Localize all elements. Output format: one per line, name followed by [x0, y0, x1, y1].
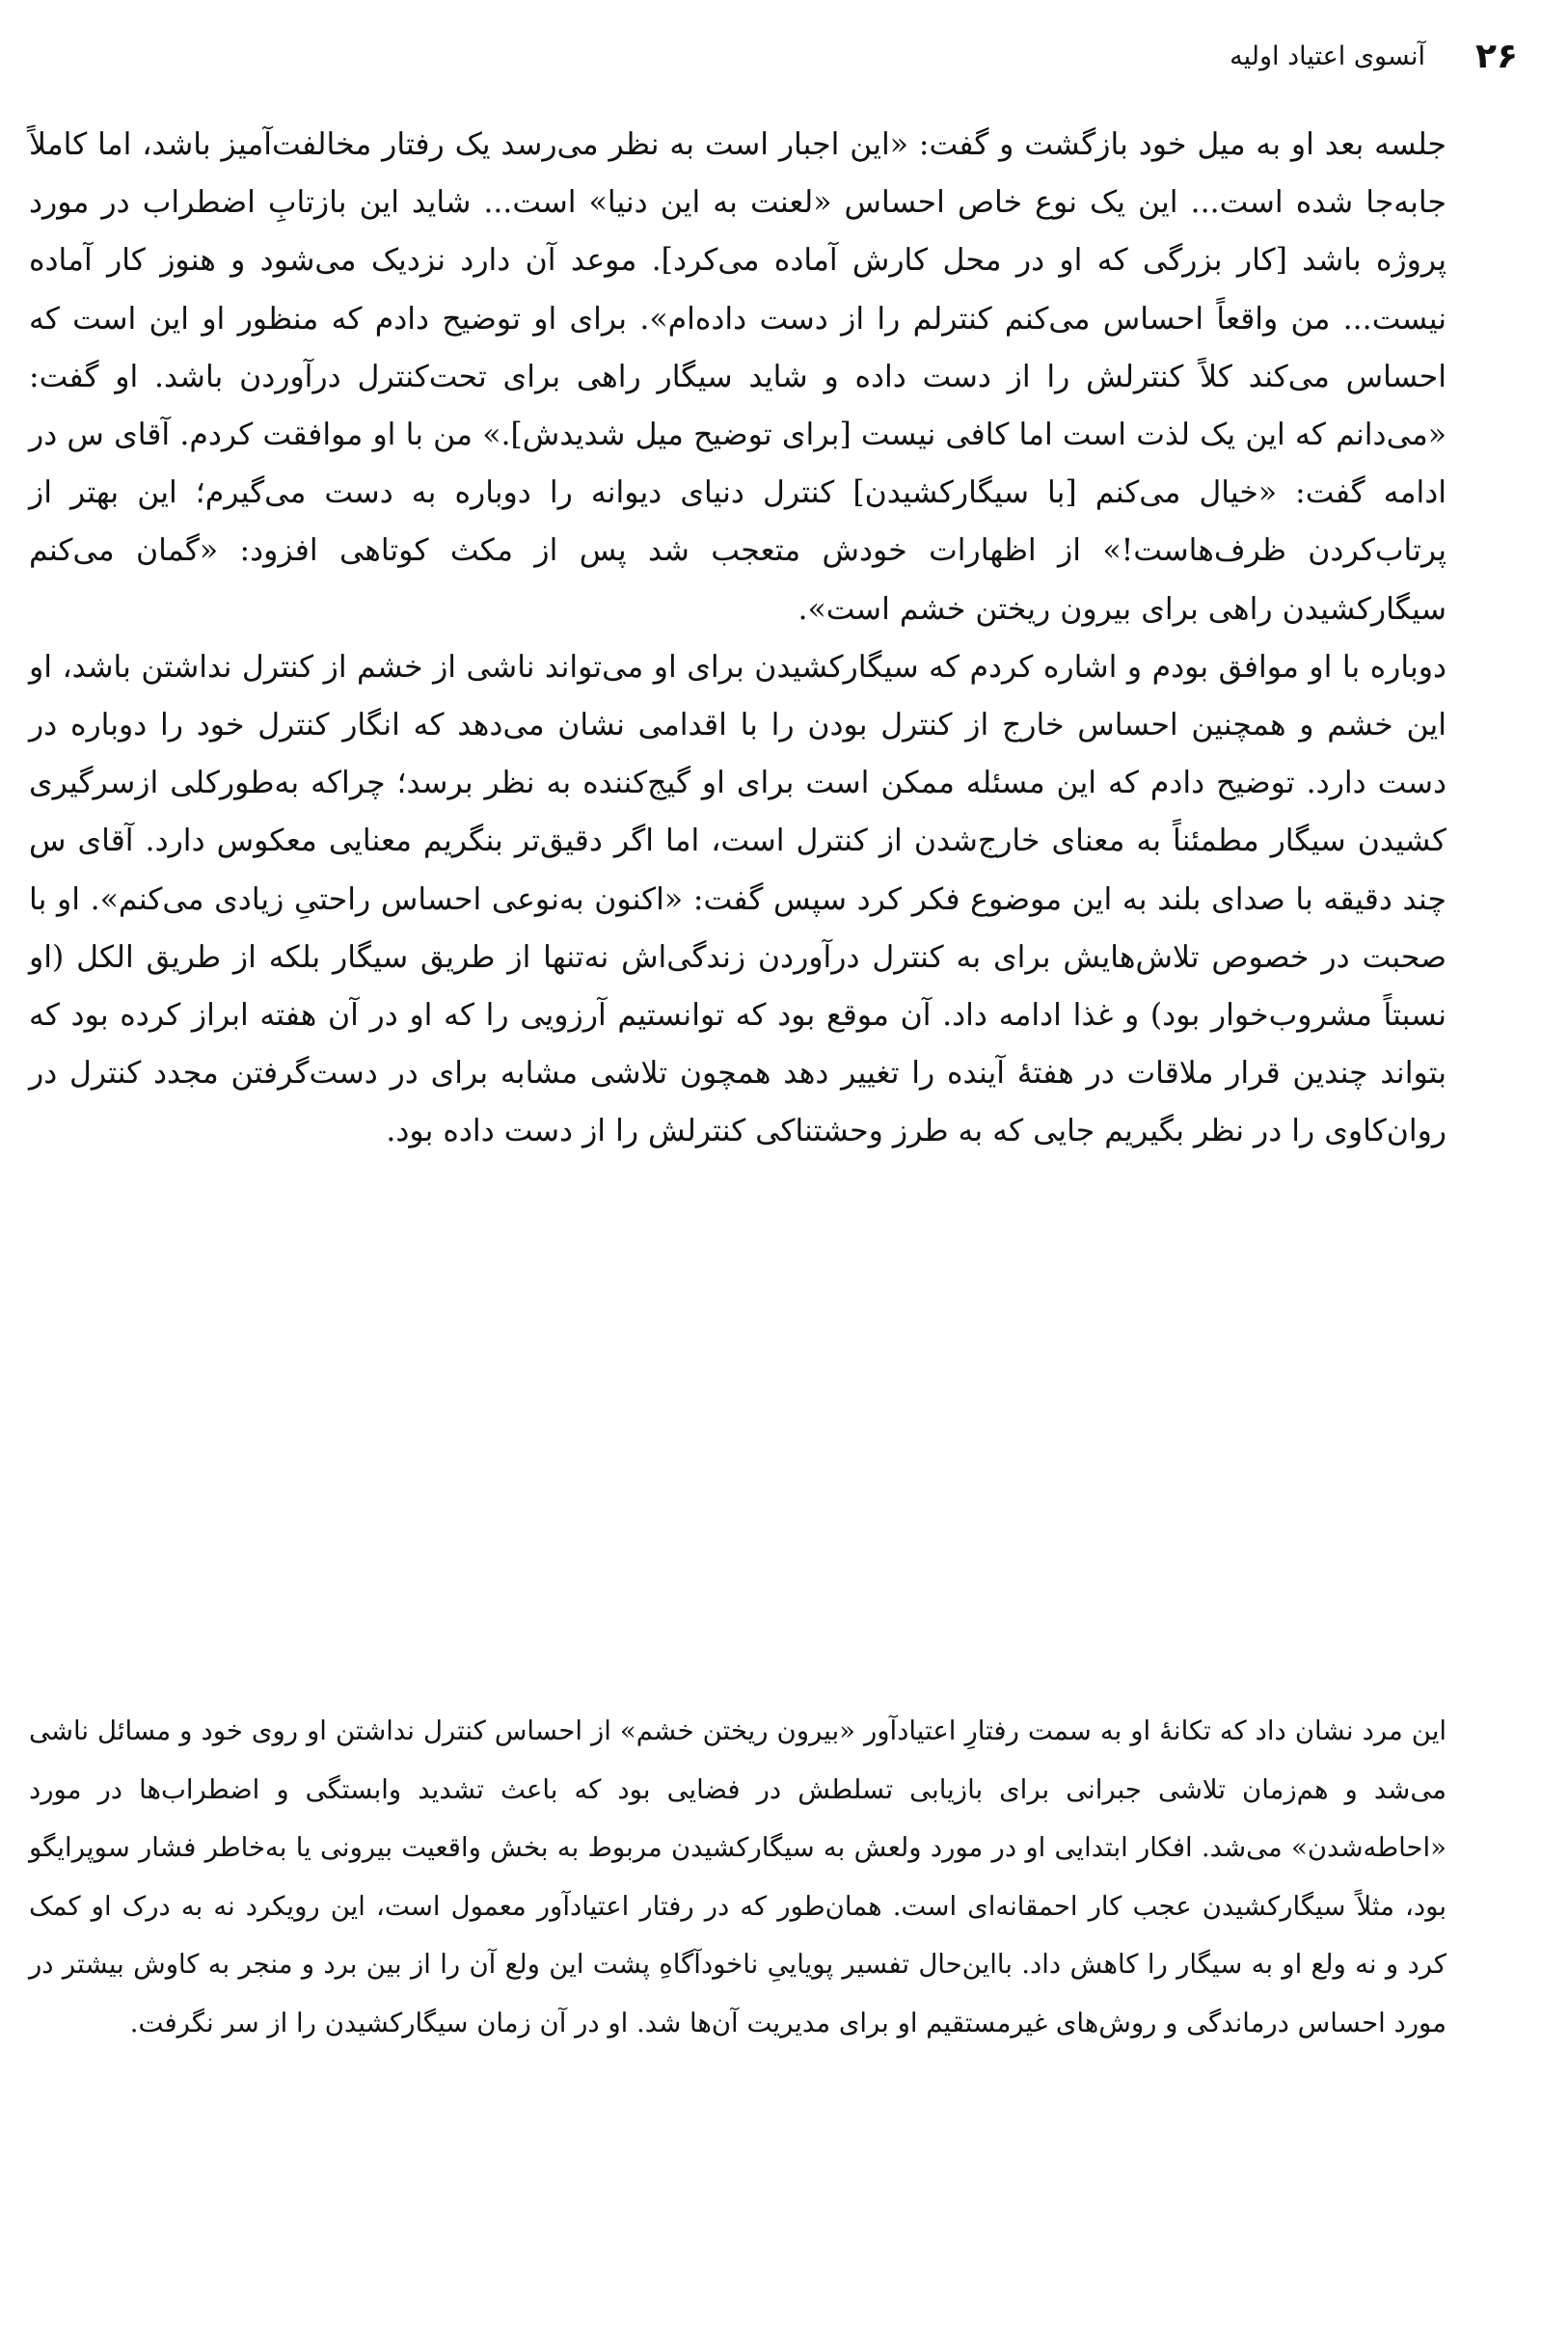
case-narrative [29, 116, 1446, 1161]
running-title: آنسوی اعتیاد اولیه [1230, 40, 1426, 71]
commentary-paragraph [29, 1702, 1446, 2052]
commentary-text: این مرد نشان داد که تکانهٔ او به سمت رفتارِ اعتیادآور «بیرون ریختن خشم» از احساس کنترل نداشتن او روی خود و مسائل ناشی می‌شد و هم‌زمان تلاشی جبرانی برای بازیابی تسلطش در فضایی بود که باعث تشدید وابستگی و اضطراب‌ها در مورد «احاطه‌شدن» می‌شد. افکار ابتدایی او در مورد ولعش به سیگارکشیدن مربوط به بخش واقعیت بیرونی یا به‌خاطر فشار سوپرایگو بود، مثلاً سیگارکشیدن عجب کار احمقانه‌ای است. همان‌طور که در رفتار اعتیادآور معمول است، این رویکرد نه به درک او کمک کرد و نه ولع او به سیگار را کاهش داد. بااین‌حال تفسیر پویاییِ ناخودآگاهِ پشت این ولع آن را از بین برد و منجر به کاوش بیشتر در مورد احساس درماندگی و روش‌های غیرمستقیم او برای مدیریت آن‌ها شد. او در آن زمان سیگارکشیدن را از سر نگرفت. [29, 1715, 1446, 2038]
page-number: ۲۶ [1475, 36, 1518, 76]
narrative-paragraph-2: دوباره با او موافق بودم و اشاره کردم که سیگارکشیدن برای او می‌تواند ناشی از خشم از کنترل نداشتن باشد، او این خشم و همچنین احساس خارج از کنترل بودن را با اقدامی نشان می‌دهد که انگار کنترل خود را دوباره در دست دارد. توضیح دادم که این مسئله ممکن است برای او گیج‌کننده به نظر برسد؛ چراکه به‌طورکلی ازسرگیری کشیدن سیگار مطمئناً به معنای خارج‌شدن از کنترل است، اما اگر دقیق‌تر بنگریم معنایی معکوس دارد. آقای س چند دقیقه با صدای بلند به این موضوع فکر کرد سپس گفت: «اکنون به‌نوعی احساس راحتیِ زیادی می‌کنم». او با صحبت در خصوص تلاش‌هایش برای به کنترل درآوردن زندگی‌اش نه‌تنها از طریق سیگار بلکه از طریق الکل (او نسبتاً مشروب‌خوار بود) و غذا ادامه داد. آن موقع بود که توانستیم آرزویی را که او در آن هفته ابراز کرده بود که بتواند چندین قرار ملاقات در هفتهٔ آینده را تغییر دهد همچون تلاشی مشابه برای در دست‌گرفتن مجدد کنترل در روان‌کاوی را در نظر بگیریم جایی که به طرز وحشتناکی کنترلش را از دست داده بود. [29, 649, 1446, 1149]
narrative-paragraph-1: جلسه بعد او به میل خود بازگشت و گفت: «این اجبار است به نظر می‌رسد یک رفتار مخالفت‌آمیز باشد، اما کاملاً جابه‌جا شده است... این یک نوع خاص احساس «لعنت به این دنیا» است... شاید این بازتابِ اضطراب در مورد پروژه باشد [کار بزرگی که او در محل کارش آماده می‌کرد]. موعد آن دارد نزدیک می‌شود و هنوز کار آماده نیست... من واقعاً احساس می‌کنم کنترلم را از دست داده‌ام». برای او توضیح دادم که منظور او این است که احساس می‌کند کلاً کنترلش را از دست داده و شاید سیگار راهی برای تحت‌کنترل درآوردن باشد. او گفت: «می‌دانم که این یک لذت است اما کافی نیست [برای توضیح میل شدیدش].» من با او موافقت کردم. آقای س در ادامه گفت: «خیال می‌کنم [با سیگارکشیدن] کنترل دنیای دیوانه را دوباره به دست می‌گیرم؛ این بهتر از پرتاب‌کردن ظرف‌هاست!» از اظهارات خودش متعجب شد پس از مکث کوتاهی افزود: «گمان می‌کنم سیگارکشیدن راهی برای بیرون ریختن خشم است». [29, 127, 1446, 627]
page-header [29, 27, 1518, 85]
